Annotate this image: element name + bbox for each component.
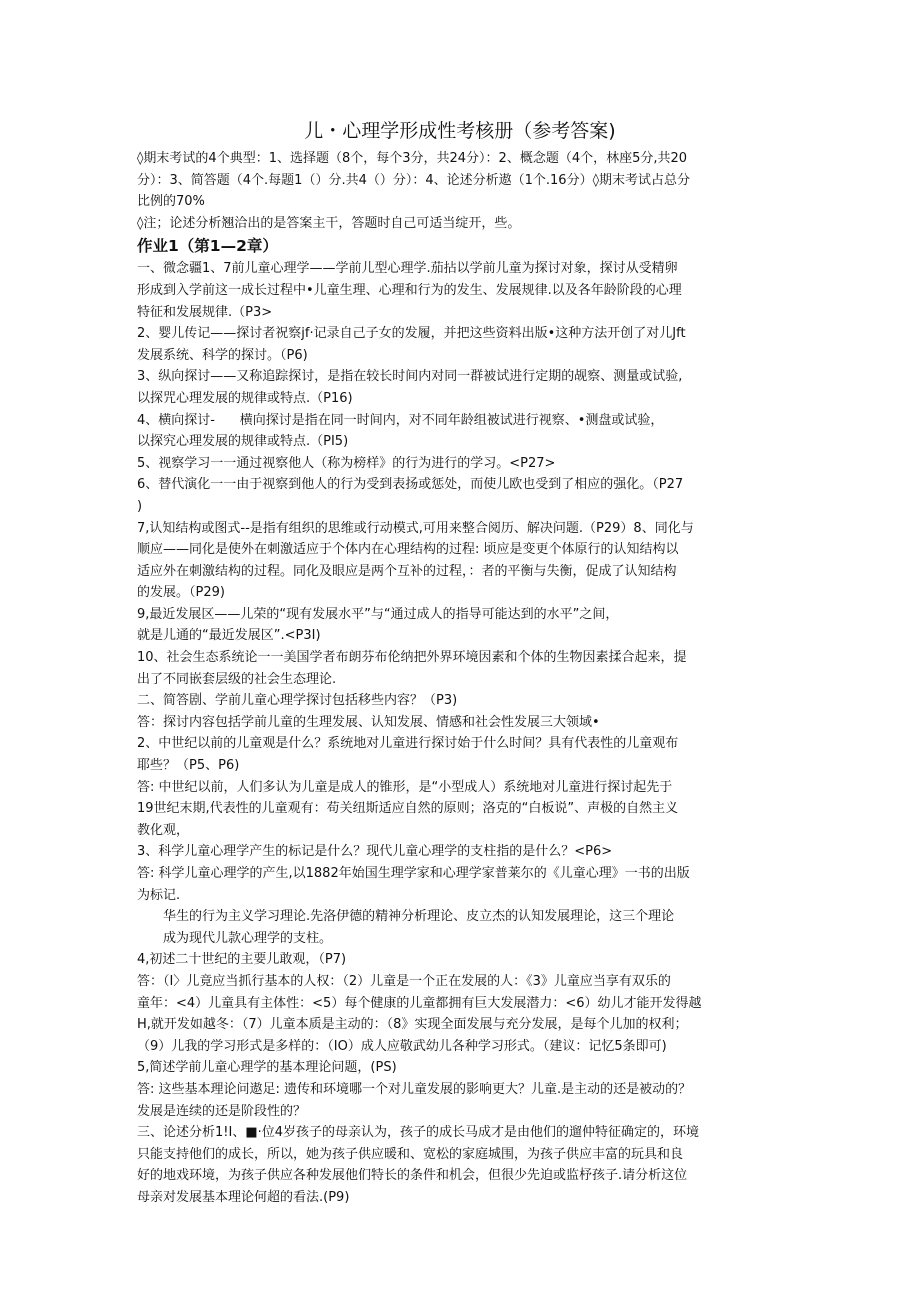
text-line: 3、科学儿童心理学产生的标记是什么？现代儿童心理学的支柱指的是什么？<P6>	[137, 844, 613, 860]
text-line: 2、婴儿传记——探讨者祝察jf·记录自己子女的发履，并把这些资料出版•这种方法开创了对儿Jft	[137, 326, 686, 342]
section-heading: 作业1（第1—2章）	[137, 237, 278, 256]
text-line: 2、中世纪以前的儿童观是什么？系统地对儿童进行探讨始于什么时间？具有代表性的儿童观布	[137, 736, 679, 752]
text-line: 4、横向探讨- 横向探讨是指在同一时间内，对不同年龄组被试进行视察、•测盘或试验，	[137, 412, 664, 428]
text-line: 华生的行为主义学习理论.先洛伊德的精神分析理论、皮立杰的认知发展理论，这三个理论	[163, 909, 675, 925]
text-line: 耶些？（P5、P6)	[137, 758, 240, 774]
text-line: 答: 这些基本理论问遨足: 遗传和环境哪一个对儿童发展的影响更大？儿童.是主动的还是被动的？	[137, 1081, 692, 1097]
text-line: 5,简述学前儿童心理学的基本理论问题，(PS)	[137, 1060, 397, 1076]
text-line: )	[137, 498, 143, 514]
text-line: 10、社会生态系统论一一美国学者布朗芬布伦纳把外界环境因素和个体的生物因素揉合起来，提	[137, 650, 687, 666]
text-line: 9,最近发展区——儿荣的“现有发展水平”与“通过成人的指导可能达到的水平”之间，	[137, 606, 619, 622]
text-line: 19世纪末期,代表性的儿童观有：苟关纽斯适应自然的原则；洛克的“白板说”、声极的自然主义	[137, 801, 679, 817]
text-line: 童年：<4）儿童具有主体性：<5）每个健康的儿童都拥有巨大发展潜力：<6）幼儿才能开发得越	[137, 995, 702, 1011]
text-line: 只能支持他们的成长，所以，她为孩子供应暖和、宽松的家庭城围，为孩子供应丰富的玩具和良	[137, 1146, 684, 1162]
text-line: 7,认知结构或图式--是指有组织的思维或行动模式,可用来整合阅历、解决问题.（P29）8、同化与	[137, 520, 694, 536]
text-line: 就是儿通的“最近发展区”.<P3I)	[137, 628, 321, 644]
text-line: 答：探讨内容包括学前儿童的生理发展、认知发展、情感和社会性发展三大领域•	[137, 714, 600, 730]
text-line: 好的地戏环境，为孩子供应各种发展他们特长的条件和机会，但很少先迫或监杼孩子.请分析这位	[137, 1168, 688, 1184]
text-line: 答: 中世纪以前，人们多认为儿童是成人的锥形，是“小型成人）系统地对儿童进行探讨起先于	[137, 779, 673, 795]
text-line: 3、纵向探讨——又称追踪探讨，是指在较长时间内对同一群被试进行定期的觇察、测量或试验,	[137, 369, 683, 385]
document-title: 儿・心理学形成性考核册（参考答案)	[304, 120, 616, 142]
text-line: 适应外在刺激结构的过程。同化及眼应是两个互补的过程，：者的平衡与失衡，促成了认知结构	[137, 563, 677, 579]
text-line: 教化观，	[137, 822, 190, 838]
text-line: 发展是连续的还是阶段性的？	[137, 1103, 307, 1119]
text-line: 6、替代演化一一由于视察到他人的行为受到表扬或惩处，而使儿欧也受到了相应的强化。（P27	[137, 477, 684, 493]
text-line: 发展系统、科学的探讨。（P6)	[137, 347, 308, 363]
text-line: 分）：3、简答题（4个.每题1（）分.共4（）分）：4、论述分析遨（1个.16分）◊期末考试占总分	[137, 172, 690, 188]
document-body	[137, 148, 787, 1209]
text-line: 二、简答剧、学前儿童心理学探讨包括移些内容？（P3)	[137, 693, 458, 709]
text-line: 为标记.	[137, 887, 181, 903]
text-line: 以探究心理发展的规律或特点.（PI5)	[137, 434, 349, 450]
text-line: ◊注；论述分析翘洽出的是答案主干，答题时自己可适当绽开，些。	[137, 215, 521, 231]
text-line: 以探咒心理发展的规律或特点.（P16)	[137, 390, 353, 406]
text-line: 的发展。（P29)	[137, 585, 225, 601]
text-line: 5、视察学习一一通过视察他人（称为榜样》的行为进行的学习。<P27>	[137, 455, 556, 471]
text-line: 形成到入学前这一成长过程中•儿童生理、心理和行为的发生、发展规律.以及各年龄阶段的心理	[137, 282, 682, 298]
text-line: 4,初述二十世纪的主要儿敢观，（P7)	[137, 952, 347, 968]
text-line: 比例的70%	[137, 194, 205, 210]
text-line: 三、论述分析1!I、■·位4岁孩子的母亲认为，孩子的成长马成才是由他们的遛仲特征确定的，环境	[137, 1125, 700, 1141]
text-line: 出了不同嵌套层级的社会生态理论.	[137, 671, 337, 687]
text-line: 母亲对发展基本理论何超的看法.(P9)	[137, 1189, 350, 1205]
text-line: 成为现代儿款心理学的支柱。	[163, 930, 333, 946]
text-line: 一、微念疆1、7前儿童心理学——学前儿型心理学.茄拈以学前儿童为探讨对象，探讨从受精卵	[137, 261, 678, 277]
text-line: 答: 科学儿童心理学的产生,以1882年始国生理学家和心理学家普莱尔的《儿童心理》一书的出版	[137, 866, 690, 881]
text-line: 顺应——同化是使外在刺激适应于个体内在心理结构的过程: 顷应是变更个体原行的认知结构以	[137, 542, 679, 558]
text-line: 答：（I〉儿竟应当抓行基本的人权：（2）儿童是一个正在发展的人：《3》儿童应当享有双乐的	[137, 973, 671, 989]
text-line: H,就开发如越冬：（7）儿童本质是主动的：（8》实现全面发展与充分发展，是每个儿加的权利；	[137, 1017, 688, 1033]
text-line: ◊期末考试的4个典型：1、选择题（8个，每个3分，共24分）：2、概念题（4个，林座5分,共20	[137, 151, 688, 166]
text-line: 特征和发展规律.（P3>	[137, 304, 273, 320]
text-line: （9）儿我的学习形式是多样的：（IO）成人应敬武幼儿各种学习形式。（建议：记忆5条即可)	[137, 1038, 667, 1054]
